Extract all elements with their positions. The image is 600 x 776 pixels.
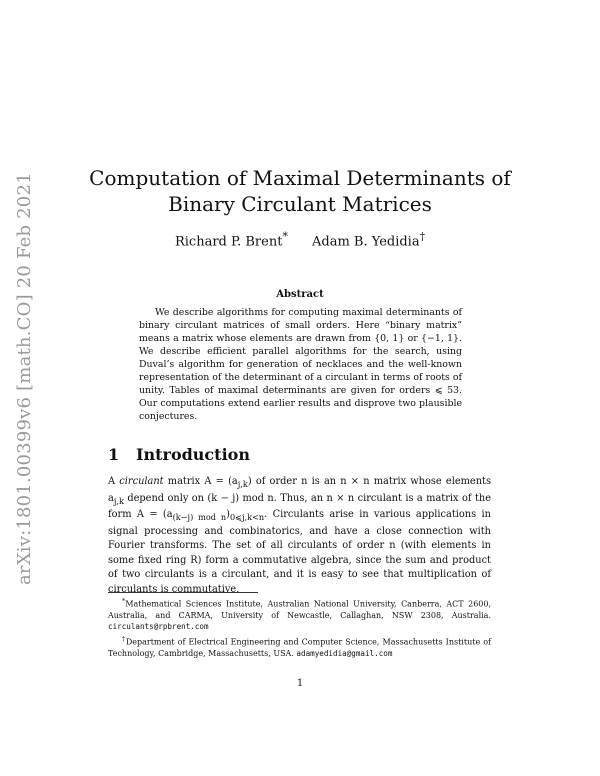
- author-footnote-mark: *: [282, 230, 288, 243]
- footnotes: [108, 596, 491, 661]
- author-name: Richard P. Brent: [174, 234, 283, 250]
- subscript: 0⩽j,k<n: [229, 512, 265, 523]
- footnote-divider: [108, 592, 258, 593]
- page-number: 1: [296, 678, 304, 689]
- text-run: ) of order n is an n × n matrix whose elements a: [108, 476, 492, 504]
- title-line-2: Binary Circulant Matrices: [168, 192, 432, 216]
- footnote-1: [108, 596, 491, 632]
- email-link[interactable]: adamyedidia@gmail.com: [296, 649, 393, 659]
- footnote-2: [108, 634, 491, 659]
- text-run: . Circulants arise in various applications in signal processing and combinatorics, and have a close connection with Fourier transforms. The set of all circulants of order n (with elements in some fixed ring R) form a commutative algebra, since the sum and product of two circulants is a circulant, and it is easy to see that multiplication of circulants is commutative.: [108, 509, 491, 596]
- section-number: 1: [108, 445, 120, 464]
- author-2: [312, 230, 425, 249]
- footnote-mark: †: [122, 635, 126, 644]
- subscript: j,k: [113, 495, 124, 506]
- author-footnote-mark: †: [419, 230, 426, 243]
- title-line-1: Computation of Maximal Determinants of: [89, 166, 511, 190]
- subscript: j,k: [237, 478, 248, 489]
- text-run: depend only on (k − j) mod n. Thus, an n × n circulant is a matrix of the form A = (a: [108, 492, 491, 521]
- subscript: (k−j) mod n: [172, 512, 227, 523]
- author-1: [175, 230, 288, 249]
- author-list: [0, 230, 600, 249]
- text-run: ): [226, 509, 230, 521]
- arxiv-identifier-stamp: arXiv:1801.00399v6 [math.CO] 20 Feb 2021: [14, 172, 35, 585]
- introduction-paragraph: [108, 475, 491, 598]
- text-run: matrix A = (a: [163, 476, 238, 487]
- abstract-text: We describe algorithms for computing maximal determinants of binary circulant matrices of small orders. Here “binary matrix” means a matrix whose elements are drawn from {0, 1} or {−1, 1}. We describe efficient parallel algorithms for the search, using Duval’s algorithm for generation of necklaces and the well-known representation of the determinant of a circulant in terms of roots of unity. Tables of maximal determinants are given for orders ⩽ 53. Our computations extend earlier results and disprove two plausible conjectures.: [139, 307, 462, 422]
- text-run: A: [108, 476, 120, 487]
- section-heading: [108, 445, 250, 464]
- footnote-mark: *: [122, 597, 126, 605]
- paper-title: [0, 165, 600, 217]
- abstract-heading: Abstract: [276, 289, 324, 300]
- emphasis-circulant: circulant: [119, 476, 164, 487]
- footnote-text: Mathematical Sciences Institute, Australian National University, Canberra, ACT 2600, Australia, and CARMA, University of Newcastle, Callaghan, NSW 2308, Australia.: [108, 599, 491, 620]
- section-title: Introduction: [136, 445, 250, 464]
- footnote-text: Department of Electrical Engineering and Computer Science, Massachusetts Institute of Technology, Cambridge, Massachusetts, USA.: [108, 637, 492, 659]
- email-link[interactable]: circulants@rpbrent.com: [108, 622, 209, 632]
- author-name: Adam B. Yedidia: [312, 234, 420, 250]
